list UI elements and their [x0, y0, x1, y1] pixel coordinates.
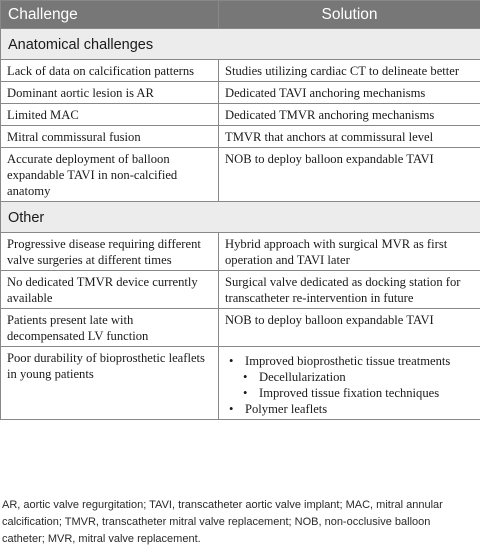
- table-row: [1, 233, 480, 271]
- table-row: [1, 126, 480, 148]
- list-item: • Improved tissue fixation techniques: [225, 385, 474, 401]
- challenge-cell: Mitral commissural fusion: [1, 126, 219, 148]
- table-row: [1, 309, 480, 347]
- solution-cell: TMVR that anchors at commissural level: [219, 126, 480, 148]
- section-title: Other: [1, 202, 480, 233]
- challenge-cell: Limited MAC: [1, 104, 219, 126]
- challenge-cell: Accurate deployment of balloon expandable TAVI in non-calcified anatomy: [1, 148, 219, 202]
- header-challenge: Challenge: [1, 1, 219, 29]
- challenge-cell: Dominant aortic lesion is AR: [1, 82, 219, 104]
- section-row-other: [1, 202, 480, 233]
- table-header-row: [1, 1, 480, 29]
- solution-cell: Dedicated TAVI anchoring mechanisms: [219, 82, 480, 104]
- solution-cell: Dedicated TMVR anchoring mechanisms: [219, 104, 480, 126]
- section-title: Anatomical challenges: [1, 29, 480, 60]
- list-item: • Polymer leaflets: [225, 401, 474, 417]
- header-solution: Solution: [219, 1, 480, 29]
- solution-cell: Studies utilizing cardiac CT to delineate better: [219, 60, 480, 82]
- solution-bullet-list: [225, 353, 474, 417]
- solution-cell: Surgical valve dedicated as docking station for transcatheter re-intervention in future: [219, 271, 480, 309]
- section-row-anatomical: [1, 29, 480, 60]
- table-row: [1, 347, 480, 420]
- table-footnote: AR, aortic valve regurgitation; TAVI, transcatheter aortic valve implant; MAC, mitral annular calcification; TMVR, transcatheter mitral valve replacement; NOB, non-occlusive balloon catheter; MVR, mitral valve replacement.: [2, 499, 443, 545]
- challenge-cell: Lack of data on calcification patterns: [1, 60, 219, 82]
- table-row: [1, 271, 480, 309]
- solution-cell: NOB to deploy balloon expandable TAVI: [219, 148, 480, 202]
- solution-cell: NOB to deploy balloon expandable TAVI: [219, 309, 480, 347]
- challenge-cell: Patients present late with decompensated LV function: [1, 309, 219, 347]
- solution-cell: Hybrid approach with surgical MVR as first operation and TAVI later: [219, 233, 480, 271]
- list-item: • Decellularization: [225, 369, 474, 385]
- challenge-cell: Poor durability of bioprosthetic leaflets in young patients: [1, 347, 219, 420]
- solution-cell: [219, 347, 480, 420]
- list-item: • Improved bioprosthetic tissue treatments: [225, 353, 474, 369]
- table-row: [1, 148, 480, 202]
- challenge-cell: No dedicated TMVR device currently available: [1, 271, 219, 309]
- table-row: [1, 82, 480, 104]
- table-row: [1, 104, 480, 126]
- challenge-cell: Progressive disease requiring different valve surgeries at different times: [1, 233, 219, 271]
- table-row: [1, 60, 480, 82]
